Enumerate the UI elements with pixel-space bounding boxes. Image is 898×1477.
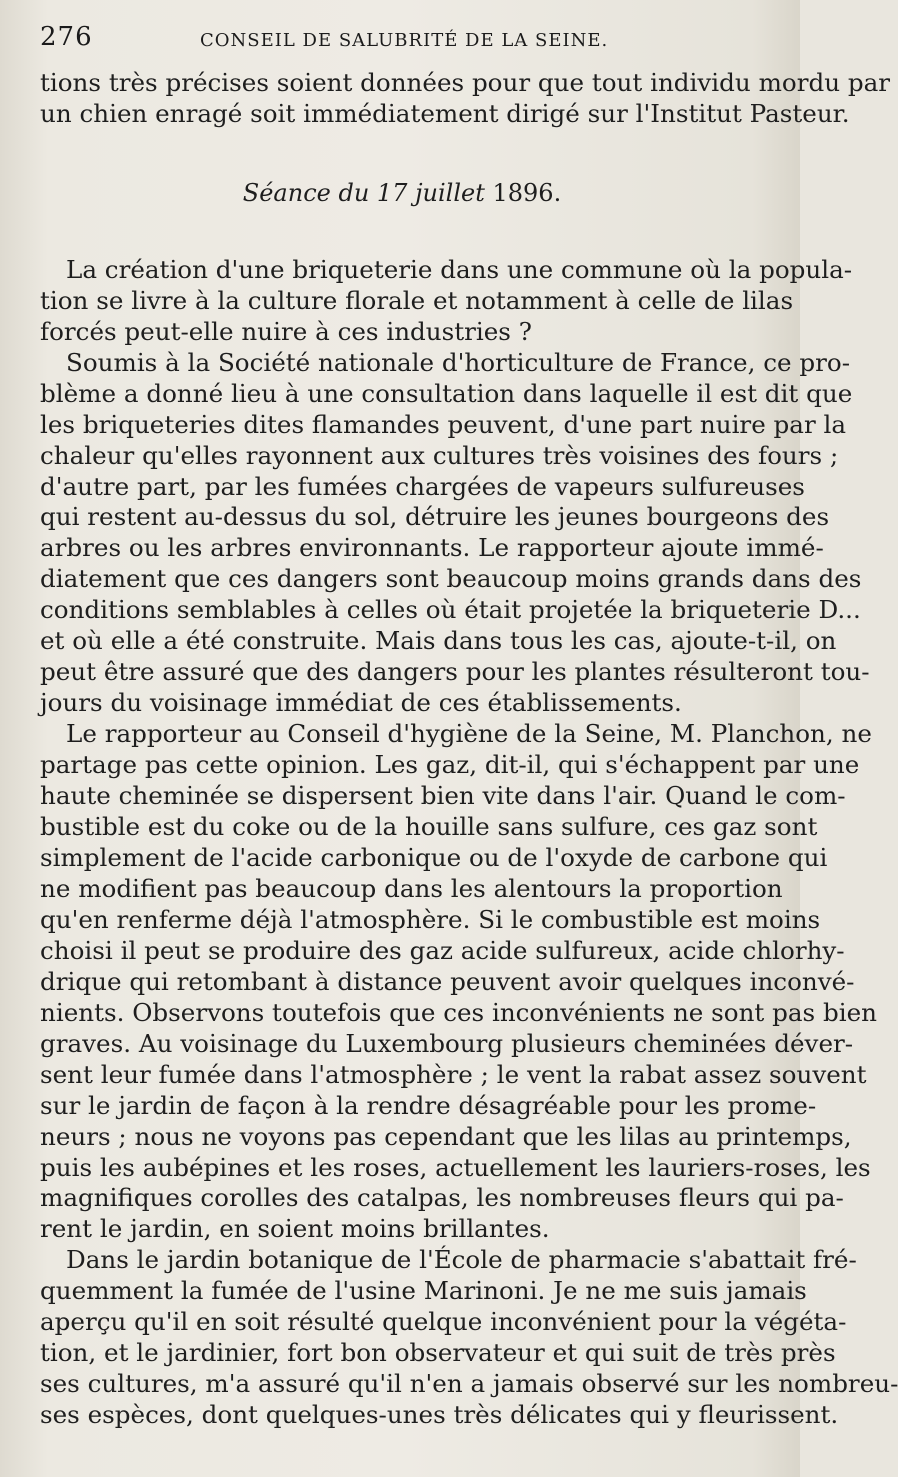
text-line: forcés peut-elle nuire à ces industries ?: [40, 316, 532, 346]
text-line: peut être assuré que des dangers pour les plantes résulteront tou-: [40, 657, 870, 687]
text-line: rent le jardin, en soient moins brillantes.: [40, 1214, 550, 1244]
paragraphs: [40, 254, 898, 1431]
text-line: diatement que ces dangers sont beaucoup moins grands dans des: [40, 564, 862, 594]
text-line: blème a donné lieu à une consultation dans laquelle il est dit que: [40, 378, 853, 408]
text-line: Le rapporteur au Conseil d'hygiène de la Seine, M. Planchon, ne: [66, 719, 872, 749]
seance-year: 1896.: [492, 178, 562, 207]
text-line: tion se livre à la culture florale et notamment à celle de lilas: [40, 285, 794, 315]
section-heading: [40, 178, 764, 209]
text-line: sent leur fumée dans l'atmosphère ; le vent la rabat assez souvent: [40, 1059, 867, 1089]
paragraph: [40, 719, 877, 1245]
text-line: quemment la fumée de l'usine Marinoni. Je ne me suis jamais: [40, 1276, 807, 1306]
text-line: aperçu qu'il en soit résulté quelque inconvénient pour la végéta-: [40, 1307, 847, 1337]
text-line: arbres ou les arbres environnants. Le rapporteur ajoute immé-: [40, 533, 824, 563]
text-line: nients. Observons toutefois que ces inconvénients ne sont pas bien: [40, 997, 877, 1027]
paragraph: [40, 347, 870, 719]
text-line: chaleur qu'elles rayonnent aux cultures très voisines des fours ;: [40, 440, 839, 470]
text-line: choisi il peut se produire des gaz acide sulfureux, acide chlorhy-: [40, 935, 845, 965]
text-line: graves. Au voisinage du Luxembourg plusieurs cheminées déver-: [40, 1028, 854, 1058]
text-line: sur le jardin de façon à la rendre désagréable pour les prome-: [40, 1090, 817, 1120]
text-line: neurs ; nous ne voyons pas cependant que les lilas au printemps,: [40, 1121, 852, 1151]
text-line: qu'en renferme déjà l'atmosphère. Si le combustible est moins: [40, 904, 821, 934]
paragraph: [40, 1245, 898, 1431]
seance-label: Séance du 17 juillet: [242, 178, 485, 207]
page-number: 276: [40, 22, 93, 52]
text-line: qui restent au-dessus du sol, détruire les jeunes bourgeons des: [40, 502, 830, 532]
text-line: partage pas cette opinion. Les gaz, dit-il, qui s'échappent par une: [40, 750, 860, 780]
text-line: drique qui retombant à distance peuvent avoir quelques inconvé-: [40, 966, 855, 996]
text-line: ne modifient pas beaucoup dans les alentours la proportion: [40, 873, 783, 903]
text-line: Soumis à la Société nationale d'horticulture de France, ce pro-: [66, 347, 850, 377]
text-line: bustible est du coke ou de la houille sans sulfure, ces gaz sont: [40, 812, 818, 842]
running-head: CONSEIL DE SALUBRITÉ DE LA SEINE.: [200, 30, 609, 51]
text-line: ses espèces, dont quelques-unes très délicates qui y fleurissent.: [40, 1400, 839, 1430]
text-line: les briqueteries dites flamandes peuvent, d'une part nuire par la: [40, 409, 847, 439]
text-line: simplement de l'acide carbonique ou de l'oxyde de carbone qui: [40, 842, 828, 872]
body-text: [40, 68, 898, 1431]
intro-paragraph: [40, 68, 891, 130]
text-line: magnifiques corolles des catalpas, les nombreuses fleurs qui pa-: [40, 1183, 844, 1213]
text-line: et où elle a été construite. Mais dans tous les cas, ajoute-t-il, on: [40, 626, 837, 656]
text-line: un chien enragé soit immédiatement dirigé sur l'Institut Pasteur.: [40, 98, 850, 128]
paragraph: [40, 254, 853, 348]
text-line: conditions semblables à celles où était projetée la briqueterie D...: [40, 595, 861, 625]
text-line: ses cultures, m'a assuré qu'il n'en a jamais observé sur les nombreu-: [40, 1369, 898, 1399]
text-line: La création d'une briqueterie dans une commune où la popula-: [66, 254, 853, 284]
text-line: Dans le jardin botanique de l'École de pharmacie s'abattait fré-: [66, 1245, 857, 1275]
text-line: d'autre part, par les fumées chargées de vapeurs sulfureuses: [40, 471, 805, 501]
text-line: tions très précises soient données pour que tout individu mordu par: [40, 68, 891, 97]
text-line: jours du voisinage immédiat de ces établissements.: [40, 688, 682, 718]
text-line: haute cheminée se dispersent bien vite dans l'air. Quand le com-: [40, 781, 846, 811]
page-header: [40, 22, 764, 68]
text-line: puis les aubépines et les roses, actuellement les lauriers-roses, les: [40, 1152, 871, 1182]
text-line: tion, et le jardinier, fort bon observateur et qui suit de très près: [40, 1338, 836, 1368]
